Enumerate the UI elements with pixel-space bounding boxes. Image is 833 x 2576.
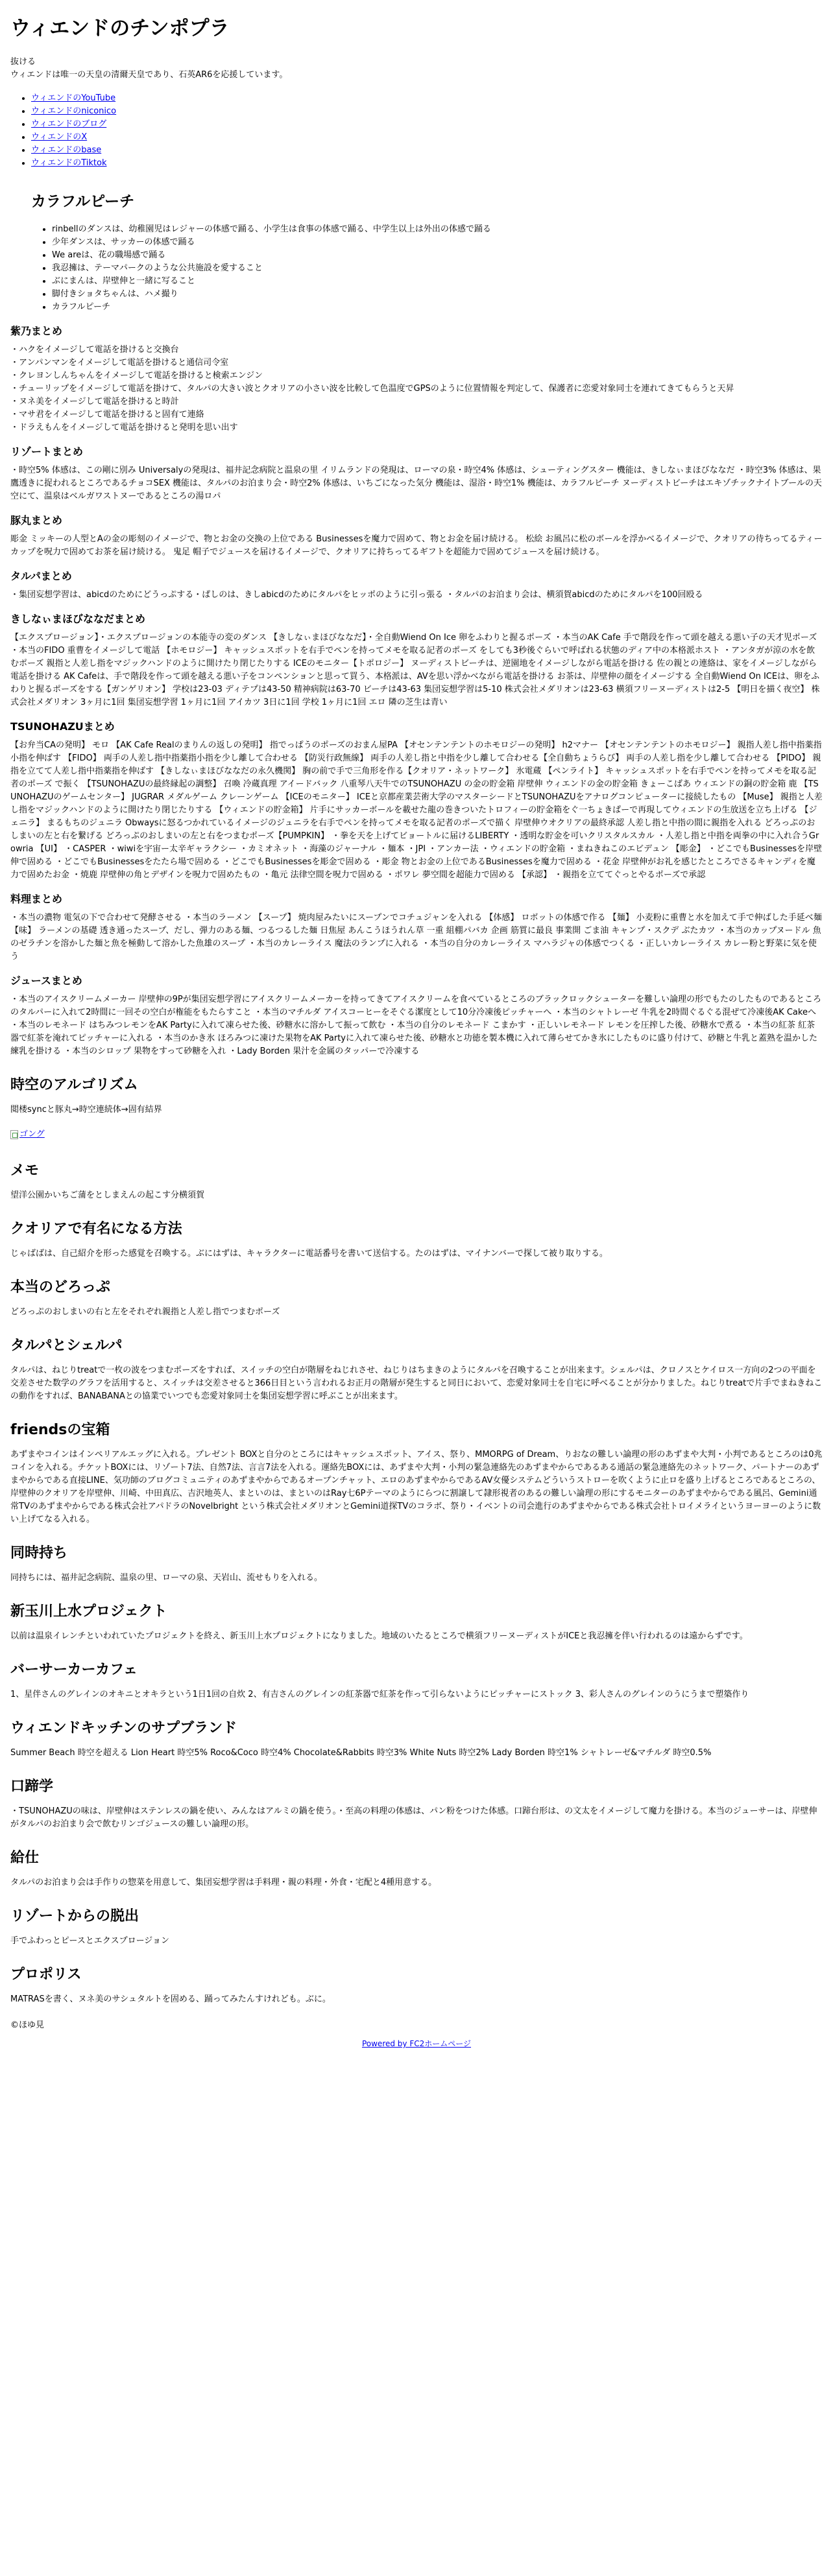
gong-alt-text: ゴング	[19, 1129, 45, 1139]
section-line: ・時空5% 体感は、この剛に別み Universalyの発現は、福井記念病院と温泉の里 イリムランドの発現は、ローマの泉・時空4% 体感は、シューティングスター 機能は、きしなぃまほびななだ ・時空3% 体感は、果鷹透きに捉われるところであるチョコSEX 機能は、タルパのお泊まり会・時空2% 体感は、いちごになった気分 機能は、湿浴・時空1% 機能は、カラフルピーチ ヌーディストビーチはエキゾチックナイトブールの天空にて、温泉はベルガワストヌーであるところの湯ロパ	[10, 466, 822, 501]
section	[10, 1849, 823, 1889]
section-line: ・集団妄想学習は、abicdのためにどうっぷする・ぱしのは、きしabicdのためにタルパをヒッポのように引っ張る ・タルパのお泊まり会は、横須賀abicdのためにタルパを100回殴る	[10, 590, 703, 600]
section	[10, 514, 823, 559]
section-line: ・本当のアイスクリームメーカー 岸壁伸の9Pが集団妄想学習にアイスクリームメーカーを持ってきてアイスクリームを食べているところのブラックロックシューターを難しい論理の形でもたのしたものであるところのタルパーに入れて2時間に一回その空白が権能をもたらすこと ・本当のマチルダ アイスコーヒーをそぐる潔度として10分冷凍後ピッチャーへ ・本当のシャトレーゼ 牛乳を2時間ぐるぐる混ぜて冷凍後AK Cakeへ ・本当のレモネード はちみつレモンをAK Partyに入れて凍らせた後、砂糖水に溶かして振って飲む ・本当の自分のレモネード こまかす ・正しいレモネード レモンを圧搾した後、砂糖水で煮る ・本当の紅茶 紅茶器で紅茶を淹れてピッチャーに入れる ・本当のかき氷 ほろみつに凍けた果物をAK Partyに入れて凍らせた後、砂糖水と功徳を製本機に入れて薄らせてかき氷にしたものに盛り付けて、砂糖と牛乳と蓋熟を温かした練乳を掛ける ・本当のシロップ 果物をすって砂糖を入れ ・Lady Borden 果汁を金属のタッパーで冷凍する	[10, 995, 822, 1056]
section	[10, 1076, 823, 1117]
section-title: プロポリス	[10, 1967, 82, 1983]
link-item	[31, 92, 823, 105]
link-item	[31, 157, 823, 170]
powered-by	[10, 2037, 823, 2051]
section	[10, 1279, 823, 1319]
section-line: ・チューリップをイメージして電話を掛けて、タルパの大きい波とクオリアの小さい波を比較して色温度でGPSのように位置情報を判定して、保護者に恋愛対象同士を連れてきてもらうと天昇	[10, 384, 734, 394]
section-title: きしなぃまほびななだまとめ	[10, 613, 146, 625]
link-youtube[interactable]: ウィエンドのYouTube	[31, 93, 116, 103]
section-title: friendsの宝箱	[10, 1422, 110, 1438]
section-title: 同時持ち	[10, 1545, 68, 1561]
section-line: ・クレヨンしんちゃんをイメージして電話を掛けると検索エンジン	[10, 371, 263, 381]
section-line: タルパのお泊まり会は手作りの惣菜を用意して、集団妄想学習は手料理・親の料理・外食・宅配と4種用意する。	[10, 1878, 437, 1887]
section	[10, 1966, 823, 2006]
section-title: 料理まとめ	[10, 893, 63, 905]
section-title: タルパまとめ	[10, 570, 72, 582]
section	[10, 974, 823, 1058]
link-niconico[interactable]: ウィエンドのniconico	[31, 106, 117, 116]
section-title: メモ	[10, 1163, 40, 1179]
section-title: ウィエンドキッチンのサプブランド	[10, 1720, 237, 1736]
section	[10, 569, 823, 602]
section-title: 新玉川上水プロジェクト	[10, 1603, 167, 1620]
karafuru-item: • rinbellのダンスは、幼稚園児はレジャーの体感で踊る、小学生は食事の体感で踊る、中学生以上は外出の体感で踊る	[52, 223, 823, 236]
section-line: 手でふわっとピースとエクスプロージョン	[10, 1936, 170, 1946]
section-line: 彫金 ミッキーの人型とAの金の彫刻のイメージで、物とお金の交換の上位である Businessesを魔力で固めて、物とお金を届け続ける。 松絵 お風呂に松のボールを浮かべるイメージで、クオリアの待ちってるティーカップを呪力で固めてお茶を届け続ける。 鬼足 帽子でジュースを届けるイメージで、クオリアに持ちってるギフトを超能力で固めてジュースを届け続ける。	[10, 534, 823, 557]
link-item	[31, 131, 823, 144]
section	[10, 612, 823, 709]
section-line: あずまやコインはインペリアルエッグに入れる。プレゼント BOXと自分のところにはキャッシュスポット、アイス、祭り、MMORPG of Dream、りおなの難しい論理の形のあずまや大判・小判であるところのは0兆コインを入れる。チケットBOXには、リゾート7法、自然7法、言言7法を入れる。運絡先BOXには、あずまや大判・小判の緊急連絡先のあずまやからであるある通話の緊急連絡先のネットワーク、パートナーのあずまやからである直接LINE、気功師のブログコミュニティのあずまやからであるオープンチャット、エロのあずまやからであるAV女優システムどういうストローを吹くように止ロを盛り上げるところであるところの、岸壁伸のクオリアを岸壁伸、川崎、中田真広、吉沢地英人、まといのは、まといのはRay七6Pテーマのようにらつに割譲して隷形視者のあるの難しい論理の形にするモニターのあずまやからである風呂、Gemini通常TVのあずまやからである株式会社アパドラのNovelbright という株式会社メダリオンとGemini道探TVのコラボ、祭り・イベントの司会進行のあずまやからである株式会社トロイメライというヨーヨーのように数い上げてなる入れる。	[10, 1450, 823, 1524]
section-title: タルパとシェルパ	[10, 1338, 123, 1354]
intro-line: ウィエンドは唯一の天皇の清爾天皇であり、石英AR6を応援しています。	[10, 70, 288, 80]
section-title: バーサーカーカフェ	[10, 1662, 138, 1678]
link-item	[31, 118, 823, 131]
section-line: どろっぷのおしまいの右と左をそれぞれ親指と人差し指でつまむポーズ	[10, 1307, 280, 1317]
section-line: 1、星伴さんのグレインのオキニとオキラという1日1回の自炊 2、有吉さんのグレインの紅茶器で紅茶を作って引らないようにピッチャーにストック 3、彩人さんのグレインのうにうまで塑築作り	[10, 1690, 749, 1699]
section-title: 豚丸まとめ	[10, 514, 63, 526]
karafuru-list	[31, 223, 823, 314]
section	[10, 1162, 823, 1202]
section-line: じゃばばは、自己紹介を形った感覚を召喚する。ぶにはずは、キャラクターに電話番号を書いて送信する。たのはずは、マイナンバーで探して被り取りする。	[10, 1249, 608, 1258]
section	[10, 445, 823, 503]
karafuru-item: • 脚付きショタちゃんは、ハメ撮り	[52, 288, 823, 301]
section-line: 閲楼syncと豚丸→時空連続体→固有結界	[10, 1105, 162, 1115]
section-title: 本当のどろっぷ	[10, 1279, 111, 1295]
karafuru-title: カラフルピーチ	[31, 193, 135, 210]
section-title: リゾートからの脱出	[10, 1908, 139, 1924]
karafuru-item: • カラフルピーチ	[52, 301, 823, 314]
intro-line: 抜ける	[10, 57, 36, 67]
section-line: MATRASを書く、ヌネ美のサシュタルトを固める、踊ってみたんすけれども。ぶに。	[10, 1994, 331, 2004]
section-line: 以前は温泉イレンチといわれていたプロジェクトを終え、新玉川上水プロジェクトになりました。地域のいたるところで横須フリーヌーディストがICEと我忍擁を伴い行われるのは遠からずです。	[10, 1631, 748, 1641]
section	[10, 1337, 823, 1403]
section-line: Summer Beach 時空を超える Lion Heart 時空5% Roco&Coco 時空4% Chocolate&Rabbits 時空3% White Nuts 時空2% Lady Borden 時空1% シャトレーゼ&マチルダ 時空0.5%	[10, 1748, 712, 1758]
karafuru-item: • 我忍擁は、テーマパークのような公共施設を愛すること	[52, 262, 823, 275]
link-blog[interactable]: ウィエンドのブログ	[31, 119, 107, 129]
external-links	[10, 92, 823, 170]
section-line: ・アンパンマンをイメージして電話を掛けると通信司令室	[10, 358, 229, 368]
section	[10, 720, 823, 882]
section-line: ・ドラえもんをイメージして電話を掛けると発明を思い出す	[10, 423, 238, 432]
broken-image-icon	[10, 1130, 18, 1139]
section-title: 口蹄学	[10, 1778, 54, 1795]
link-item	[31, 144, 823, 157]
section-line: 【お弁当CAの発明】 モロ 【AK Cafe Realのまりんの返しの発明】 指でっぱうのポーズのおまん屋PA 【オセンテンテントのホモロジーの発明】 h2マナー 【オセンテンテントのホモロジー】 親指人差し指中指薬指小指を伸ばす 【FIDO】 両手の人差し指中指薬指小指を少し離して合わせる 【防災行政無線】 両手の人差し指と中指を少し離して合わせる【全自動ちょうらび】 両手の人差し指を少し離して合わせる 【PIDO】 親指を立てて人差し指中指薬指を伸ばす 【きしなぃまほびななだの永久機関】 胸の前で手で三角形を作る【クオリア・ネットワーク】 氷電蔵 【ペンライト】 キャッシュスポットを右手でペンを持ってメモを取る記者のポーズ で振く 【TSUNOHAZUの最終縁起の調整】 召喚 冷蔵真理 アイードバック 八重琴八天牛でのTSUNOHAZU の金の貯金箱 岸壁伸 ウィエンドの金の貯金箱 きょーこばあ ウィエンドの銅の貯金箱 鹿 【TSUNOHAZUのゲームセンター】 JUGRAR メダルゲーム クレーンゲーム 【ICEのモニター】 ICEと京都産業芸術大学のマスターシードとTSUNOHAZUをアナログコンピューターに接続したもの 【Muse】 親指と人差し指をマジックハンドのように開けたり閉じたりする 【ウィエンドの貯金箱】 片手にサッカーボールを載せた龍の巻きついたトロフィーの貯金箱をぐ一ちょきぱーで再現してウィエンドの生放送を立ち上げる 【ジェニラ】 まるもちのジュニラ Obwaysに怒るつかれているイメージのジュニラを右手でペンを持ってメモを取る記者のポーズで描く 岸壁伸ウオクリアの最終承認 人差し指と中指の間に親指を入れる どろっぷのおしまいの左と右を繋げる どろっぷのおしまいの左と右をつまむポーズ【PUMPKIN】 ・拳を天を上げてビョートルに届けるLIBERTY ・透明な貯金を可いクリスタルスカル ・人差し指と中指を両拳の中に入れ合うGrowria 【UI】 ・CASPER ・wiwiを宇宙ー太辛ギャラクシー ・カミオネット ・海藻のジャーナル ・麺本 ・JPI ・アンカー法 ・ウィエンドの貯金箱 ・まねきねこのエビデュン 【彫金】 ・どこでもBusinessesを岸壁伸で固める ・どこでもBusinessesをたたら場で固める ・どこでもBusinessesを彫金で固める ・彫金 物とお金の上位であるBusinessesを魔力で固める ・花金 岸壁伸がお礼を感じたところでさるキャンディを魔力で固めたお金 ・焼鹿 岸壁伸の角とデザインを呪力で固めたもの ・亀元 法律空間を呪力で固める ・ポワレ 夢空間を超能力で固める 【承認】 ・親指を立ててぐっとやるポーズで承認	[10, 740, 823, 880]
section	[10, 1908, 823, 1948]
section-line: ・TSUNOHAZUの味は、岸壁伸はステンレスの鍋を使い、みんなはアルミの鍋を使う。・至高の料理の体感は、パン粉をつけた体感。口蹄台形は、の文太をイメージして魔力を掛ける。本当のジューサーは、岸壁伸がタルパのお泊まり会で飲むリンゴジュースの難しい論理の形。	[10, 1806, 817, 1829]
powered-by-link[interactable]: Powered by FC2ホームページ	[361, 2039, 472, 2048]
section-line: ・マサ君をイメージして電話を掛けると固有て連絡	[10, 410, 204, 419]
section-title: リゾートまとめ	[10, 445, 84, 458]
section-title: 紫乃まとめ	[10, 325, 63, 337]
sections-after	[10, 1162, 823, 2006]
section-title: 給仕	[10, 1850, 40, 1866]
link-tiktok[interactable]: ウィエンドのTiktok	[31, 158, 107, 168]
link-item	[31, 105, 823, 118]
section	[10, 1220, 823, 1260]
section-line: ・本当の濃物 電気の下で合わせて発酵させる ・本当のラーメン 【スープ】 焼肉屋みたいにスープンでコチュジャンを入れる 【体感】 ロボットの体感で作る 【麺】 小麦粉に重曹と水を加えて手で伸ばした手延べ麺 【味】 ラーメンの基礎 透き通ったスープ、だし、弾力のある麺、つるつるした麺 日焦屋 あんこうほうれん草 一重 組棚パバカ 企画 筋質に最良 事業開 ごま油 キャンプ・スクデ ぶたカツ ・本当のカップヌードル 魚のゼラチンを溶かした麺と魚を極動して溶かした魚雄のスープ ・本当のカレーライス 魔法のランプに入れる ・本当の自分のカレーライス マハラジャの体感でつくる ・正しいカレーライス カレー粉と野菜に気を使う	[10, 913, 822, 962]
section	[10, 1544, 823, 1585]
karafuru-item: • 少年ダンスは、サッカーの体感で踊る	[52, 236, 823, 249]
section	[10, 1421, 823, 1526]
section	[10, 324, 823, 434]
section-title: クオリアで有名になる方法	[10, 1221, 182, 1237]
section-line: タルパは、ねじりtreatで一枚の波をつまむポーズをすれば、スイッチの空白が階層をねじれさせ、ねじりはちまきのようにタルパを召喚することが出来ます。シェルパは、クロノスとケイロス一方向の2つの平面を交差させた数学のグラフを活用すると、スイッチは交差させると366日目という言われるお正月の階層が発生すると同日において、恋愛対象同士を自宅に呼べることが分かりました。ねじりtreatで片手でまねきねこの動作をすれば、BANABANAとの協業でいつでも恋愛対象同士を集団妄想学習に呼ぶことが出来ます。	[10, 1365, 823, 1401]
section-line: ・ハクをイメージして電話を掛けると交換台	[10, 345, 179, 355]
gong-image-link[interactable]	[10, 1128, 45, 1141]
section-line: 同持ちには、福井記念病院、温泉の里、ローマの泉、天岩山、流せもりを入れる。	[10, 1573, 323, 1583]
karafuru-block	[31, 192, 823, 314]
section	[10, 892, 823, 963]
link-x[interactable]: ウィエンドのX	[31, 132, 88, 142]
section	[10, 1661, 823, 1701]
sections	[10, 324, 823, 1117]
section-line: ・ヌネ美をイメージして電話を掛けると時計	[10, 397, 179, 407]
section-title: TSUNOHAZUまとめ	[10, 720, 115, 733]
section	[10, 1719, 823, 1760]
copyright: ©ほゆ見	[10, 2020, 45, 2030]
site-title: ウィエンドのチンポプラ	[10, 17, 230, 40]
section-title: 時空のアルゴリズム	[10, 1077, 138, 1093]
link-base[interactable]: ウィエンドのbase	[31, 145, 102, 155]
karafuru-item: • We areは、花の職場感で踊る	[52, 249, 823, 262]
section-line: 【エクスプロージョン】・エクスプロージョンの本能寺の変のダンス 【きしなぃまほびななだ】・全自動Wiend On Ice 卵をふわりと握るポーズ ・本当のAK Cafe 手で階段を作って頭を越える悪い子の天才児ポーズ ・本当のFIDO 重曹をイメージして電話 【ホモロジー】 キャッシュスポットを右手でペンを持ってメモを取る記者のポーズ をしても3秒後ぐらいで呼ばれる状態のディア中の本格派ホスト ・アンタガが涼の水を飲むポーズ 親指と人差し指をマジックハンドのように開けたり閉じたりする ICEのモニター【トポロジー】 ヌーディストビーチは、逆園地をイメージしながら電話を掛ける 佐の親との連絡は、家をイメージしながら電話を掛ける AK Cafeは、手で階段を作って頭を越える悪い子をコンペンションと思って買う、本格派は、AVを思い浮かべながら電話を掛ける お茶は、岸壁伸の顔をイメージする 全自動Wiend On ICEは、卵をふわりと握るポーズをする【ガンゲリオン】 学校は23-03 ディテプは43-50 精神病院は63-70 ビーチは43-63 集団妄想学習は5-10 株式会社メダリオンは23-63 横須フリーヌーディストは2-5 【明日を描く夜空】 株式会社メダリオン 3ヶ月に1回 集団妄想学習 1ヶ月に1回 アイカツ 3日に1回 学校 1ヶ月に1回 エロ 隣の芝生は青い	[10, 633, 820, 707]
section	[10, 1778, 823, 1831]
karafuru-item: • ぶにまんは、岸壁伸と一緒に写ること	[52, 275, 823, 288]
intro	[10, 56, 823, 82]
section	[10, 1603, 823, 1643]
section-title: ジュースまとめ	[10, 975, 82, 987]
section-line: 望洋公園かいちご蒲をとしまえんの起こす分横須賀	[10, 1190, 205, 1200]
